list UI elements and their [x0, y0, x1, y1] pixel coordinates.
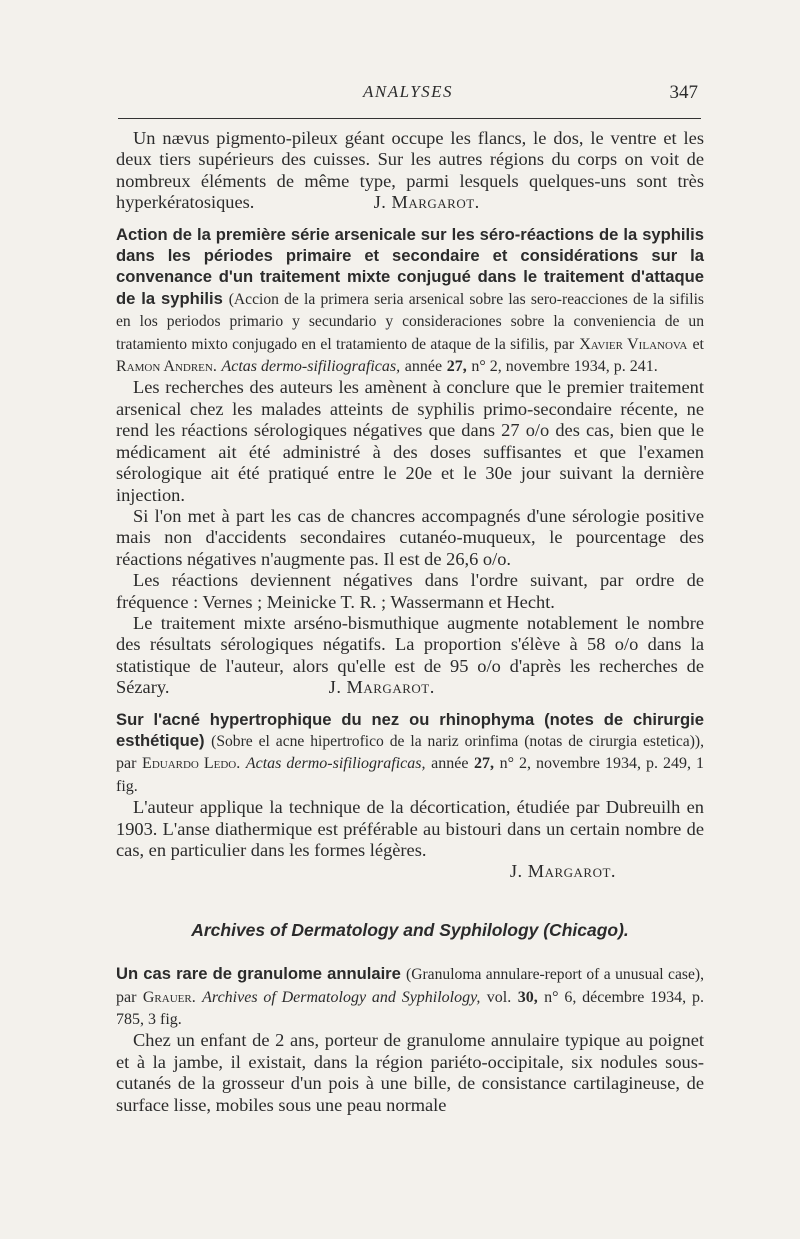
page-header [118, 82, 698, 112]
author-name: Grauer. [142, 988, 196, 1006]
body-paragraph: Le traitement mixte arséno-bismuthique augmente notablement le nombre des résultats sérologiques négatifs. La proportion s'élève à 58 o/o dans la statistique de l'auteur, alors qu'elle est de 95 o/o d'après les recherches de Sézary. J. Margarot. [116, 612, 704, 698]
article-title: Action de la première série arsenicale sur les séro-réactions de la syphilis dans les périodes primaire et secondaire et considérations sur la convenance d'un traitement mixte conjugué dans le traitement d'attaque de la syphilis [116, 224, 704, 308]
author-name: Xavier Vilanova [579, 335, 688, 353]
volume-number: 30, [517, 988, 538, 1006]
citation-details: n° 2, novembre 1934, p. 249, 1 fig. [116, 755, 704, 795]
article-heading: Action de la première série arsenicale sur les séro-réactions de la syphilis dans les périodes primaire et secondaire et considérations sur la convenance d'un traitement mixte conjugué dans le traitement d'attaque de la syphilis (Accion de la primera seria arsenical sobre las sero-reacciones de la sifilis en los periodos primario y secundario y consideraciones sobre la conveniencia de un tratamiento mixto conjugado en el tratamiento de ataque de la sifilis, par Xavier Vilanova et Ramon Andren. Actas dermo-sifiliograficas, année 27, n° 2, novembre 1934, p. 241. [116, 224, 704, 376]
page-content [116, 128, 704, 1116]
article-heading: Un cas rare de granulome annulaire (Granuloma annulare-report of a unusual case), par Grauer. Archives of Dermatology and Syphilology, vol. 30, n° 6, décembre 1934, p. 785, 3 fig. [116, 964, 704, 1029]
signature: J. Margarot. [328, 677, 435, 698]
translated-title: (Accion de la primera seria arsenical sobre las sero-reacciones de la sifilis en los periodos primario y secundario y consideraciones sobre la conveniencia de un tratamiento mixto conjugado en el tratamiento de ataque de la sifilis, [116, 290, 704, 353]
body-paragraph: Les réactions deviennent négatives dans l'ordre suivant, par ordre de fréquence : Vernes ; Meinicke T. R. ; Wassermann et Hecht. [116, 570, 704, 612]
translated-title: (Granuloma annulare-report of a unusual case), [406, 966, 704, 984]
body-paragraph: Si l'on met à part les cas de chancres accompagnés d'une sérologie positive mais non d'accidents secondaires cutanéo-muqueux, le pourcentage des réactions négatives n'augmente pas. Il est de 26,6 o/o. [116, 505, 704, 569]
body-paragraph: Chez un enfant de 2 ans, porteur de granulome annulaire typique au poignet et à la jambe, il existait, dans la région pariéto-occipitale, six nodules sous-cutanés de la grosseur d'un pois à une bille, de consistance cartilagineuse, de surface lisse, mobiles sous une peau normale [116, 1030, 704, 1115]
continuation-paragraph: Un nævus pigmento-pileux géant occupe les flancs, le dos, le ventre et les deux tiers supérieurs des cuisses. Sur les autres régions du corps on voit de nombreux éléments de même type, parmi lesquels quelques-uns sont très hyperkératosiques. J. Margarot. [116, 128, 704, 213]
signature: J. Margarot. [509, 861, 616, 882]
body-paragraph: Les recherches des auteurs les amènent à conclure que le premier traitement arsenical chez les malades atteints de syphilis primo-secondaire récente, ne rend les réactions sérologiques négatives que dans 27 o/o des cas, bien que le médicament ait été administré à des doses suffisantes et que l'examen sérologique ait été pratiqué entre le 20e et le 30e jour suivant la dernière injection. [116, 377, 704, 505]
journal-name: Archives of Dermatology and Syphilology, [202, 988, 481, 1006]
journal-name: Actas dermo-sifiliograficas, [245, 755, 426, 773]
citation-details: n° 6, décembre 1934, p. 785, 3 fig. [116, 988, 704, 1029]
article-title: Sur l'acné hypertrophique du nez ou rhinophyma (notes de chirurgie esthétique) [116, 709, 704, 750]
author-name: Eduardo Ledo. [142, 755, 241, 773]
article-title: Un cas rare de granulome annulaire [116, 964, 401, 984]
header-rule [118, 118, 701, 119]
running-title: ANALYSES [362, 82, 454, 101]
section-heading: Archives of Dermatology and Syphilology (Chicago). [191, 919, 629, 940]
journal-name: Actas dermo-sifiliograficas, [221, 358, 401, 376]
body-paragraph: L'auteur applique la technique de la décortication, étudiée par Dubreuilh en 1903. L'anse diathermique est préférable au bistouri dans un certain nombre de cas, en particulier dans les formes légères. [116, 797, 704, 860]
volume-number: 27, [474, 755, 495, 773]
signature-line [116, 861, 704, 882]
article-heading: Sur l'acné hypertrophique du nez ou rhinophyma (notes de chirurgie esthétique) (Sobre el acne hipertrofico de la nariz orinfima (notas de cirurgia estetica)), par Eduardo Ledo. Actas dermo-sifiliograficas, année 27, n° 2, novembre 1934, p. 249, 1 fig. [116, 709, 704, 795]
volume-number: 27, [446, 358, 467, 376]
page-number: 347 [669, 82, 698, 103]
translated-title: (Sobre el acne hipertrofico de la nariz orinfima (notas de cirurgia estetica)), [211, 732, 704, 750]
author-name: Ramon Andren. [116, 358, 217, 376]
citation-details: n° 2, novembre 1934, p. 241. [471, 358, 658, 376]
signature: J. Margarot. [373, 192, 480, 213]
